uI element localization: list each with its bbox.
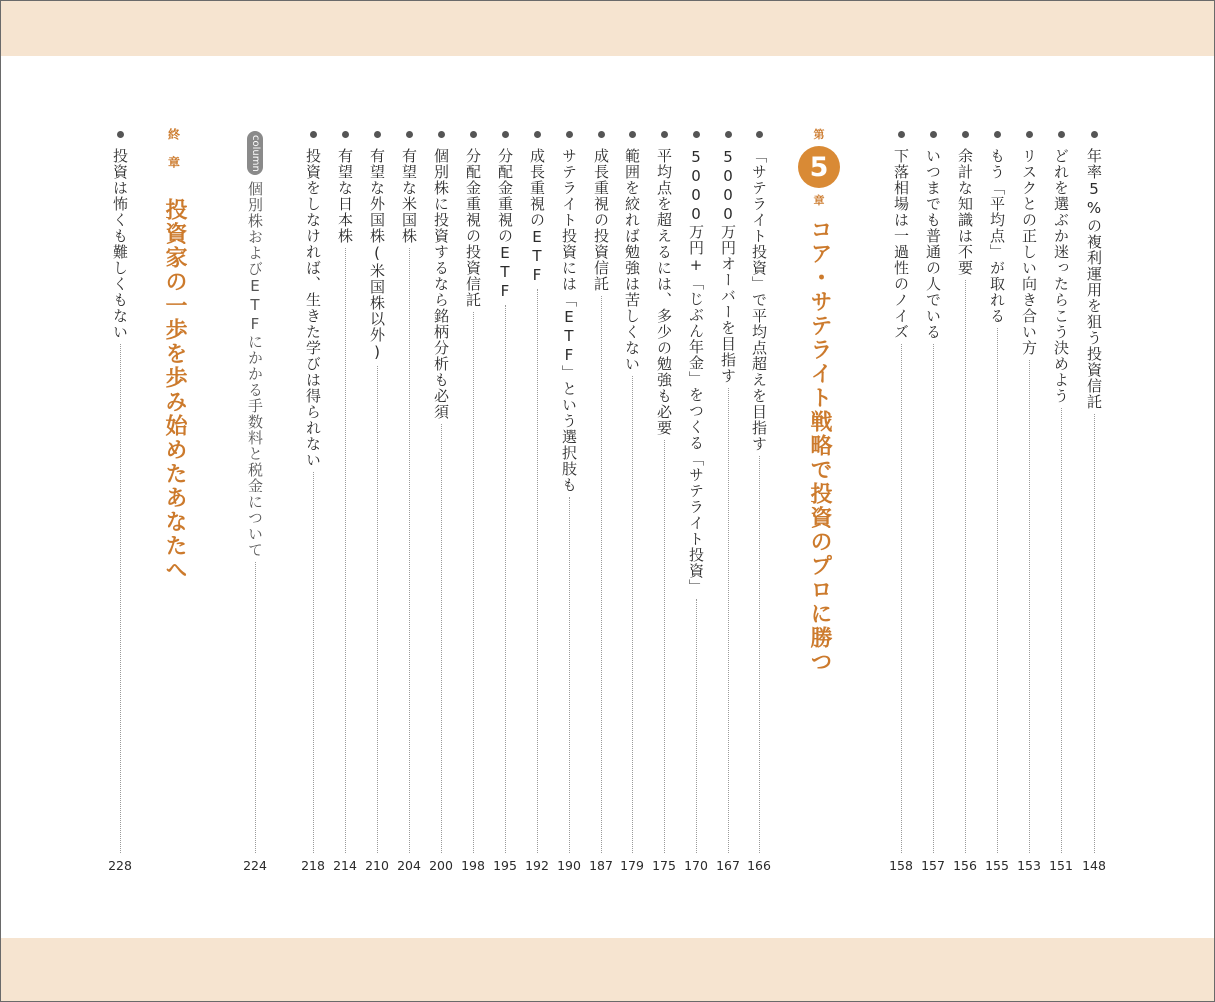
toc-entry-page: 192 (525, 858, 549, 873)
bullet-icon (725, 131, 732, 138)
toc-entry[interactable] (1047, 131, 1075, 873)
toc-entry-page: 218 (301, 858, 325, 873)
toc-entry-page: 187 (589, 858, 613, 873)
toc-entry-title: 成長重視の投資信託 (592, 148, 610, 292)
bullet-icon (566, 131, 573, 138)
bullet-icon (693, 131, 700, 138)
toc-entry-page: 214 (333, 858, 357, 873)
toc-entry-page: 153 (1017, 858, 1041, 873)
toc-entry-title: 年率5%の複利運用を狙う投資信託 (1085, 148, 1103, 410)
toc-entry[interactable] (555, 131, 583, 873)
toc-entry-page: 195 (493, 858, 517, 873)
bullet-icon (470, 131, 477, 138)
toc-entry-page: 158 (889, 858, 913, 873)
toc-entry-title: 5000万円オーバーを目指す (719, 148, 737, 384)
bullet-icon (438, 131, 445, 138)
toc-entry[interactable] (618, 131, 646, 873)
toc-entry-title: 投資は怖くも難しくもない (111, 148, 129, 340)
dot-leader (696, 599, 697, 853)
dot-leader (441, 424, 442, 853)
bullet-icon (930, 131, 937, 138)
toc-entry-page: 198 (461, 858, 485, 873)
toc-entry-title: リスクとの正しい向き合い方 (1020, 148, 1038, 356)
toc-entry-page: 166 (747, 858, 771, 873)
toc-entry[interactable] (951, 131, 979, 873)
toc-entry[interactable] (491, 131, 519, 873)
dot-leader (255, 562, 256, 853)
bullet-icon (898, 131, 905, 138)
column-entry[interactable] (240, 131, 270, 873)
toc-entry[interactable] (395, 131, 423, 873)
bullet-icon (534, 131, 541, 138)
toc-entry-title: 成長重視のETF (528, 148, 546, 285)
toc-entry-page: 151 (1049, 858, 1073, 873)
toc-entry-page: 190 (557, 858, 581, 873)
toc-entry[interactable] (1080, 131, 1108, 873)
dot-leader (997, 328, 998, 853)
toc-entry-page: 155 (985, 858, 1009, 873)
chapter-suffix: 章 (813, 194, 825, 207)
toc-entry[interactable] (745, 131, 773, 873)
bullet-icon (342, 131, 349, 138)
toc-entry-page: 179 (620, 858, 644, 873)
bullet-icon (1026, 131, 1033, 138)
toc-entry-title: 投資をしなければ、生きた学びは得られない (304, 148, 322, 468)
toc-entry[interactable] (427, 131, 455, 873)
toc-entry-title: 下落相場は一過性のノイズ (892, 148, 910, 340)
toc-entry[interactable] (1015, 131, 1043, 873)
toc-entry-title: もう「平均点」が取れる (988, 148, 1006, 324)
toc-entry[interactable] (919, 131, 947, 873)
toc-entry-title: 分配金重視の投資信託 (464, 148, 482, 308)
toc-entry-page: 148 (1082, 858, 1106, 873)
toc-entry[interactable] (299, 131, 327, 873)
dot-leader (632, 376, 633, 853)
column-title: 個別株およびETFにかかる手数料と税金について (246, 181, 264, 558)
bullet-icon (406, 131, 413, 138)
toc-entry-title: 有望な外国株(米国株以外) (368, 148, 386, 362)
bottom-band (1, 938, 1214, 1001)
toc-entry-page: 204 (397, 858, 421, 873)
toc-entry-page: 200 (429, 858, 453, 873)
toc-entry-page: 167 (716, 858, 740, 873)
dot-leader (933, 344, 934, 853)
bullet-icon (962, 131, 969, 138)
bullet-icon (629, 131, 636, 138)
dot-leader (1029, 360, 1030, 853)
bullet-icon (1058, 131, 1065, 138)
toc-entry-title: 余計な知識は不要 (956, 148, 974, 276)
top-band (1, 1, 1214, 56)
toc-entry-title: 「サテライト投資」で平均点超えを目指す (750, 148, 768, 452)
chapter-5-heading[interactable] (796, 128, 842, 698)
chapter-title: コア・サテライト戦略で投資のプロに勝つ (807, 218, 832, 674)
toc-entry-page: 170 (684, 858, 708, 873)
dot-leader (664, 440, 665, 853)
bullet-icon (374, 131, 381, 138)
bullet-icon (598, 131, 605, 138)
chapter-prefix: 第 (813, 128, 825, 141)
bullet-icon (994, 131, 1001, 138)
toc-entry[interactable] (459, 131, 487, 873)
toc-entry-page: 228 (108, 858, 132, 873)
dot-leader (377, 366, 378, 853)
bullet-icon (117, 131, 124, 138)
toc-entry[interactable] (331, 131, 359, 873)
toc-entry[interactable] (650, 131, 678, 873)
dot-leader (473, 312, 474, 853)
dot-leader (965, 280, 966, 853)
final-chapter-heading[interactable] (154, 128, 194, 628)
toc-entry-title: 分配金重視のETF (496, 148, 514, 301)
dot-leader (313, 472, 314, 853)
toc-entry-page: 157 (921, 858, 945, 873)
toc-entry-title: 有望な日本株 (336, 148, 354, 244)
dot-leader (1061, 408, 1062, 853)
dot-leader (728, 388, 729, 853)
dot-leader (537, 289, 538, 853)
toc-entry-title: 有望な米国株 (400, 148, 418, 244)
toc-entry-page: 175 (652, 858, 676, 873)
bullet-icon (756, 131, 763, 138)
toc-entry[interactable] (714, 131, 742, 873)
toc-entry-title: 平均点を超えるには、多少の勉強も必要 (655, 148, 673, 436)
toc-entry[interactable] (983, 131, 1011, 873)
bullet-icon (1091, 131, 1098, 138)
column-badge: column (247, 131, 263, 175)
toc-entry[interactable] (587, 131, 615, 873)
toc-entry-title: どれを選ぶか迷ったらこう決めよう (1052, 148, 1070, 404)
toc-entry-title: 5000万円+「じぶん年金」をつくる「サテライト投資」 (687, 148, 705, 595)
dot-leader (901, 344, 902, 853)
toc-entry[interactable] (106, 131, 134, 873)
final-chapter-title: 投資家の一歩を歩み始めたあなたへ (162, 198, 187, 582)
toc-entry[interactable] (523, 131, 551, 873)
dot-leader (120, 344, 121, 853)
dot-leader (601, 296, 602, 853)
bullet-icon (502, 131, 509, 138)
final-chapter-label: 終章 (166, 128, 181, 184)
toc-entry[interactable] (363, 131, 391, 873)
bullet-icon (310, 131, 317, 138)
toc-entry-page: 156 (953, 858, 977, 873)
dot-leader (569, 497, 570, 853)
dot-leader (505, 305, 506, 853)
dot-leader (345, 248, 346, 853)
toc-entry-title: いつまでも普通の人でいる (924, 148, 942, 340)
dot-leader (1094, 414, 1095, 853)
column-page: 224 (243, 858, 267, 873)
bullet-icon (661, 131, 668, 138)
dot-leader (759, 456, 760, 853)
toc-entry-title: 個別株に投資するなら銘柄分析も必須 (432, 148, 450, 420)
toc-entry-page: 210 (365, 858, 389, 873)
toc-entry-title: 範囲を絞れば勉強は苦しくない (623, 148, 641, 372)
toc-entry-title: サテライト投資には「ETF」という選択肢も (560, 148, 578, 493)
dot-leader (409, 248, 410, 853)
chapter-number-badge: 5 (798, 146, 840, 188)
toc-entry[interactable] (887, 131, 915, 873)
toc-entry[interactable] (682, 131, 710, 873)
